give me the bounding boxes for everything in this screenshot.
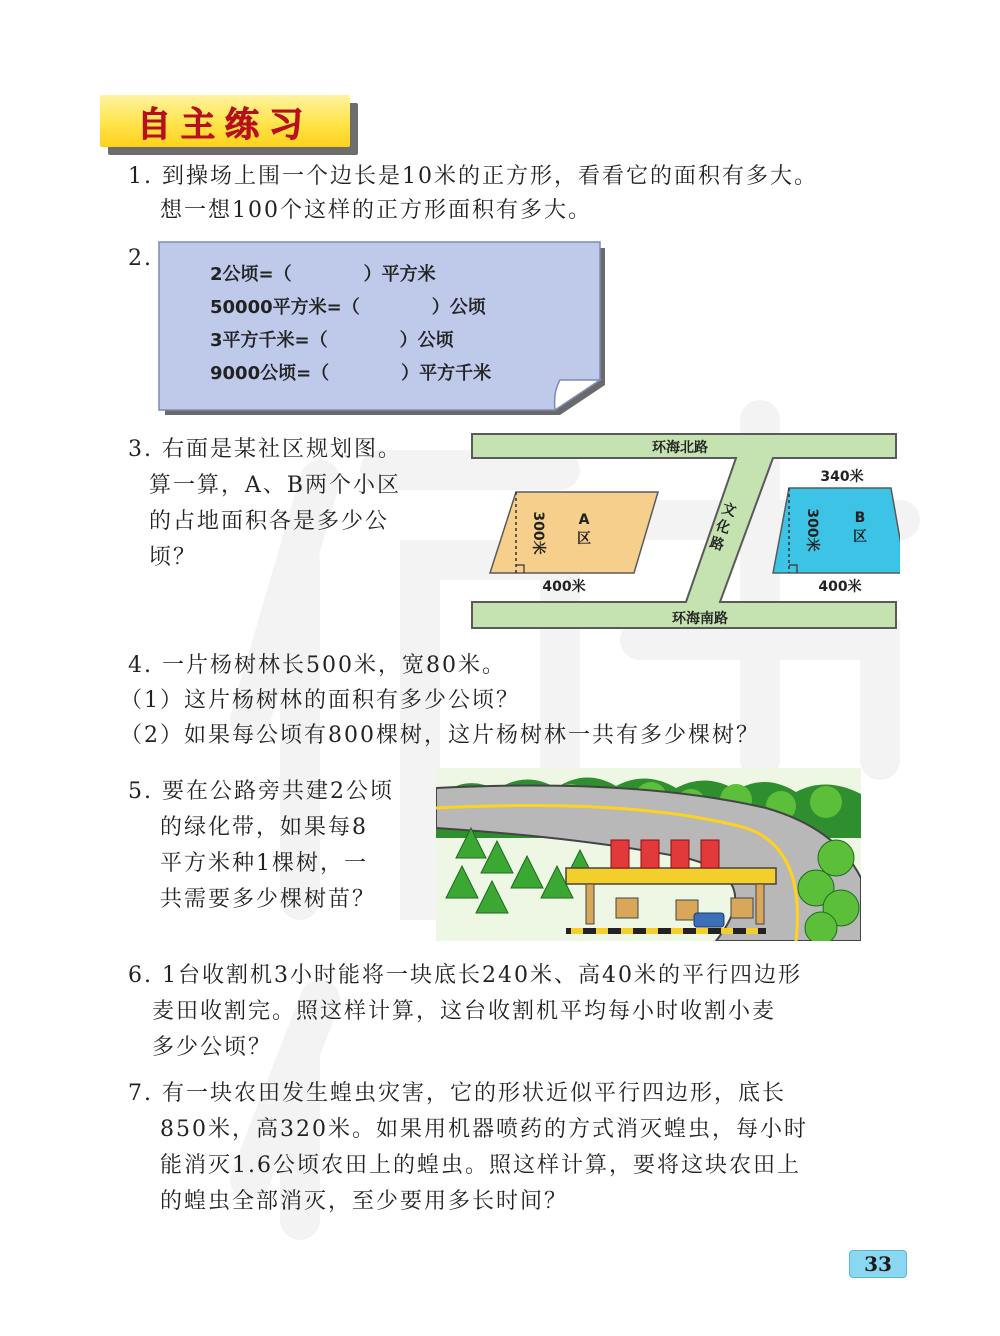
conversion-line-4: 9000公顷=（ ）平方千米 [210,363,492,384]
question-7-line-1: 7. 有一块农田发生蝗虫灾害，它的形状近似平行四边形，底长 [128,1081,786,1106]
question-7-line-3: 能消灭1.6公顷农田上的蝗虫。照这样计算，要将这块农田上 [160,1153,801,1178]
culture-road-label-1: 文 [719,500,739,521]
question-3-line-2: 算一算，A、B两个小区 [149,473,402,498]
culture-road-label-3: 路 [707,534,727,555]
area-b-height-label: 300米 [804,508,820,552]
question-1-line-2: 想一想100个这样的正方形面积有多大。 [160,198,592,223]
area-a-name-1: A [578,512,590,528]
highway-toll-illustration [436,768,861,941]
area-a-name-2: 区 [577,531,591,547]
question-4-line-2: （1）这片杨树林的面积有多少公顷？ [120,688,520,713]
question-7-line-4: 的蝗虫全部消灭，至少要用多长时间？ [160,1189,569,1214]
title-box [100,95,350,147]
question-5-line-3: 平方米种1棵树，一 [160,851,368,876]
area-a-parallelogram [490,492,658,573]
conversion-line-2: 50000平方米=（ ）公顷 [210,297,486,318]
question-4-line-1: 4. 一片杨树林长500米，宽80米。 [128,653,506,678]
question-3-line-1: 3. 右面是某社区规划图。 [128,437,402,462]
culture-road-label-2: 化 [713,517,733,538]
question-3-line-3: 的占地面积各是多少公 [149,509,390,534]
question-1 [128,160,818,228]
question-5-line-4: 共需要多少棵树苗？ [160,887,377,912]
page-number-badge [849,1250,907,1278]
question-6-line-1: 6. 1台收割机3小时能将一块底长240米、高40米的平行四边形 [128,963,802,988]
question-5-line-1: 5. 要在公路旁共建2公顷 [128,779,394,804]
north-road-label: 环海北路 [652,440,708,456]
question-5-line-2: 的绿化带，如果每8 [160,815,368,840]
section-title-banner [100,95,360,155]
question-5 [128,774,394,918]
question-6-line-2: 麦田收割完。照这样计算，这台收割机平均每小时收割小麦 [152,999,777,1024]
conversion-line-1: 2公顷=（ ）平方米 [210,264,436,285]
community-plan-map [468,430,900,634]
question-2-number: 2. [128,246,153,271]
area-b-trapezoid [773,488,900,573]
conversion-line-3: 3平方千米=（ ）公顷 [210,330,454,351]
area-a-height-label: 300米 [530,511,546,555]
question-1-line-1: 1. 到操场上围一个边长是10米的正方形，看看它的面积有多大。 [128,164,818,189]
page-number: 33 [864,1252,892,1276]
question-4 [120,648,760,753]
question-6-line-3: 多少公顷？ [152,1035,273,1060]
question-6 [128,958,802,1066]
question-3-line-4: 顷？ [149,545,198,570]
area-b-base-label: 400米 [818,579,862,595]
area-b-name-2: 区 [853,529,867,545]
area-a-base-label: 400米 [542,579,586,595]
area-b-name-1: B [854,510,866,526]
question-7 [128,1076,808,1220]
question-7-line-2: 850米，高320米。如果用机器喷药的方式消灭蝗虫，每小时 [160,1117,808,1142]
area-b-top-label: 340米 [820,469,864,485]
south-road-label: 环海南路 [672,611,728,627]
section-title: 自主练习 [137,104,313,145]
question-4-line-3: （2）如果每公顷有800棵树，这片杨树林一共有多少棵树？ [120,723,760,748]
question-3 [128,432,402,576]
